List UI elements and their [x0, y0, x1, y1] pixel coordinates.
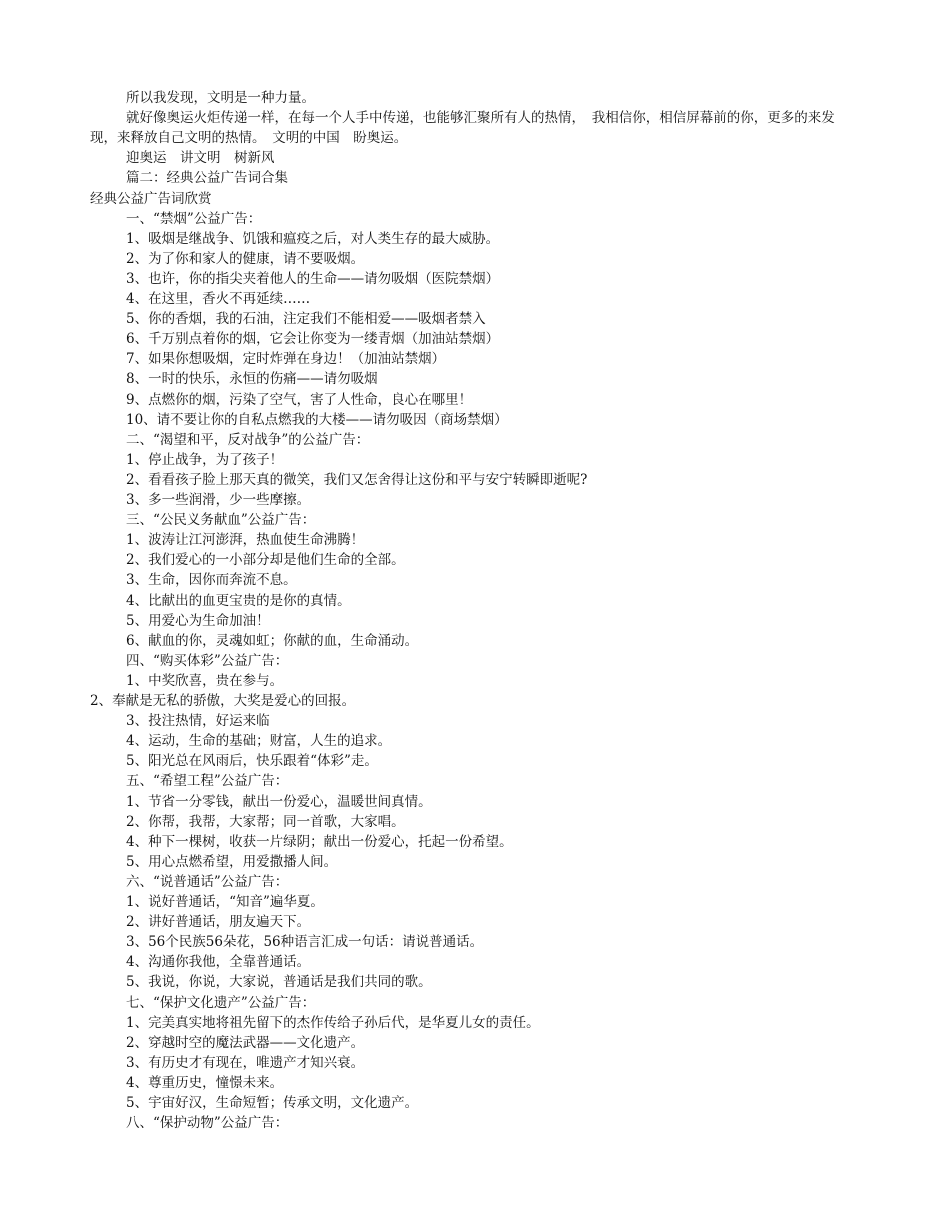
text-line: 5、用爱心为生命加油！ — [126, 612, 270, 629]
text-line: 4、在这里，香火不再延续…… — [126, 291, 311, 307]
text-line: 就好像奥运火炬传递一样，在每一个人手中传递，也能够汇聚所有人的热情， 我相信你，相信屏幕前的你，更多的来发现，来释放自己文明的热情。 文明的中国 盼奥运。 — [90, 110, 835, 147]
text-line: 1、中奖欣喜，贵在参与。 — [126, 672, 284, 689]
text-line: 8、一时的快乐，永恒的伤痛——请勿吸烟 — [126, 371, 378, 388]
text-line: 四、“购买体彩”公益广告： — [126, 652, 289, 669]
text-line: 七、“保护文化遗产”公益广告： — [126, 994, 316, 1011]
text-line: 3、投注热情，好运来临 — [126, 713, 270, 730]
document-subtitle: 经典公益广告词欣赏 — [90, 190, 212, 207]
text-line: 4、运动，生命的基础；财富，人生的追求。 — [126, 733, 392, 750]
text-line: 八、“保护动物”公益广告： — [126, 1115, 289, 1132]
text-line: 五、“希望工程”公益广告： — [126, 773, 289, 790]
text-line: 1、吸烟是继战争、饥饿和瘟疫之后，对人类生存的最大威胁。 — [126, 230, 500, 247]
text-line: 3、生命，因你而奔流不息。 — [126, 572, 297, 589]
text-line: 1、完美真实地将祖先留下的杰作传给子孙后代，是华夏儿女的责任。 — [126, 1014, 540, 1031]
text-line: 2、为了你和家人的健康，请不要吸烟。 — [126, 250, 365, 267]
text-line: 3、有历史才有现在，唯遗产才知兴衰。 — [126, 1054, 365, 1071]
text-line: 10、请不要让你的自私点燃我的大楼——请勿吸因（商场禁烟） — [126, 411, 508, 428]
text-line: 一、“禁烟”公益广告： — [126, 210, 262, 227]
text-line: 二、“渴望和平，反对战争”的公益广告： — [126, 431, 370, 448]
text-line: 1、节省一分零钱，献出一份爱心，温暖世间真情。 — [126, 793, 432, 810]
text-line: 1、波涛让江河澎湃，热血使生命沸腾！ — [126, 532, 365, 549]
text-line: 6、千万别点着你的烟，它会让你变为一缕青烟（加油站禁烟） — [126, 331, 500, 348]
text-line: 迎奥运 讲文明 树新风 — [126, 150, 275, 167]
text-line: 4、种下一棵树，收获一片绿阴；献出一份爱心，托起一份希望。 — [126, 833, 513, 850]
text-line: 5、阳光总在风雨后，快乐跟着“体彩”走。 — [126, 753, 378, 770]
text-line: 5、宇宙好汉，生命短暂；传承文明，文化遗产。 — [126, 1095, 419, 1111]
text-line: 2、奉献是无私的骄傲，大奖是爱心的回报。 — [90, 693, 356, 709]
text-line: 2、你帮，我帮，大家帮；同一首歌，大家唱。 — [126, 813, 405, 830]
text-line: 2、我们爱心的一小部分却是他们生命的全部。 — [126, 552, 405, 569]
text-line: 4、沟通你我他，全靠普通话。 — [126, 954, 311, 971]
text-line: 3、多一些润滑，少一些摩擦。 — [126, 492, 311, 508]
text-line: 2、穿越时空的魔法武器——文化遗产。 — [126, 1034, 365, 1051]
text-line: 6、献血的你，灵魂如虹；你献的血，生命涌动。 — [126, 632, 419, 649]
text-line: 2、看看孩子脸上那天真的微笑，我们又怎舍得让这份和平与安宁转瞬即逝呢? — [126, 471, 588, 488]
text-line: 2、讲好普通话，朋友遍天下。 — [126, 914, 311, 931]
text-line: 所以我发现，文明是一种力量。 — [126, 90, 315, 106]
text-line: 1、停止战争，为了孩子！ — [126, 451, 284, 468]
text-line: 3、也许，你的指尖夹着他人的生命——请勿吸烟（医院禁烟） — [126, 270, 500, 287]
text-line: 1、说好普通话，“知音”遍华夏。 — [126, 894, 324, 910]
text-line: 5、你的香烟，我的石油，注定我们不能相爱——吸烟者禁入 — [126, 311, 486, 328]
section-heading: 篇二：经典公益广告词合集 — [126, 170, 288, 187]
text-line: 5、我说，你说，大家说，普通话是我们共同的歌。 — [126, 974, 432, 991]
text-line: 4、尊重历史，憧憬未来。 — [126, 1074, 284, 1091]
text-line: 4、比献出的血更宝贵的是你的真情。 — [126, 592, 351, 609]
text-line: 5、用心点燃希望，用爱撒播人间。 — [126, 853, 338, 870]
text-line: 7、如果你想吸烟，定时炸弹在身边！（加油站禁烟） — [126, 351, 446, 368]
text-line: 9、点燃你的烟，污染了空气，害了人性命，良心在哪里！ — [126, 391, 473, 408]
text-line: 三、“公民义务献血”公益广告： — [126, 512, 316, 529]
text-line: 3、56个民族56朵花，56种语言汇成一句话：请说普通话。 — [126, 934, 484, 951]
text-line: 六、“说普通话”公益广告： — [126, 873, 289, 890]
